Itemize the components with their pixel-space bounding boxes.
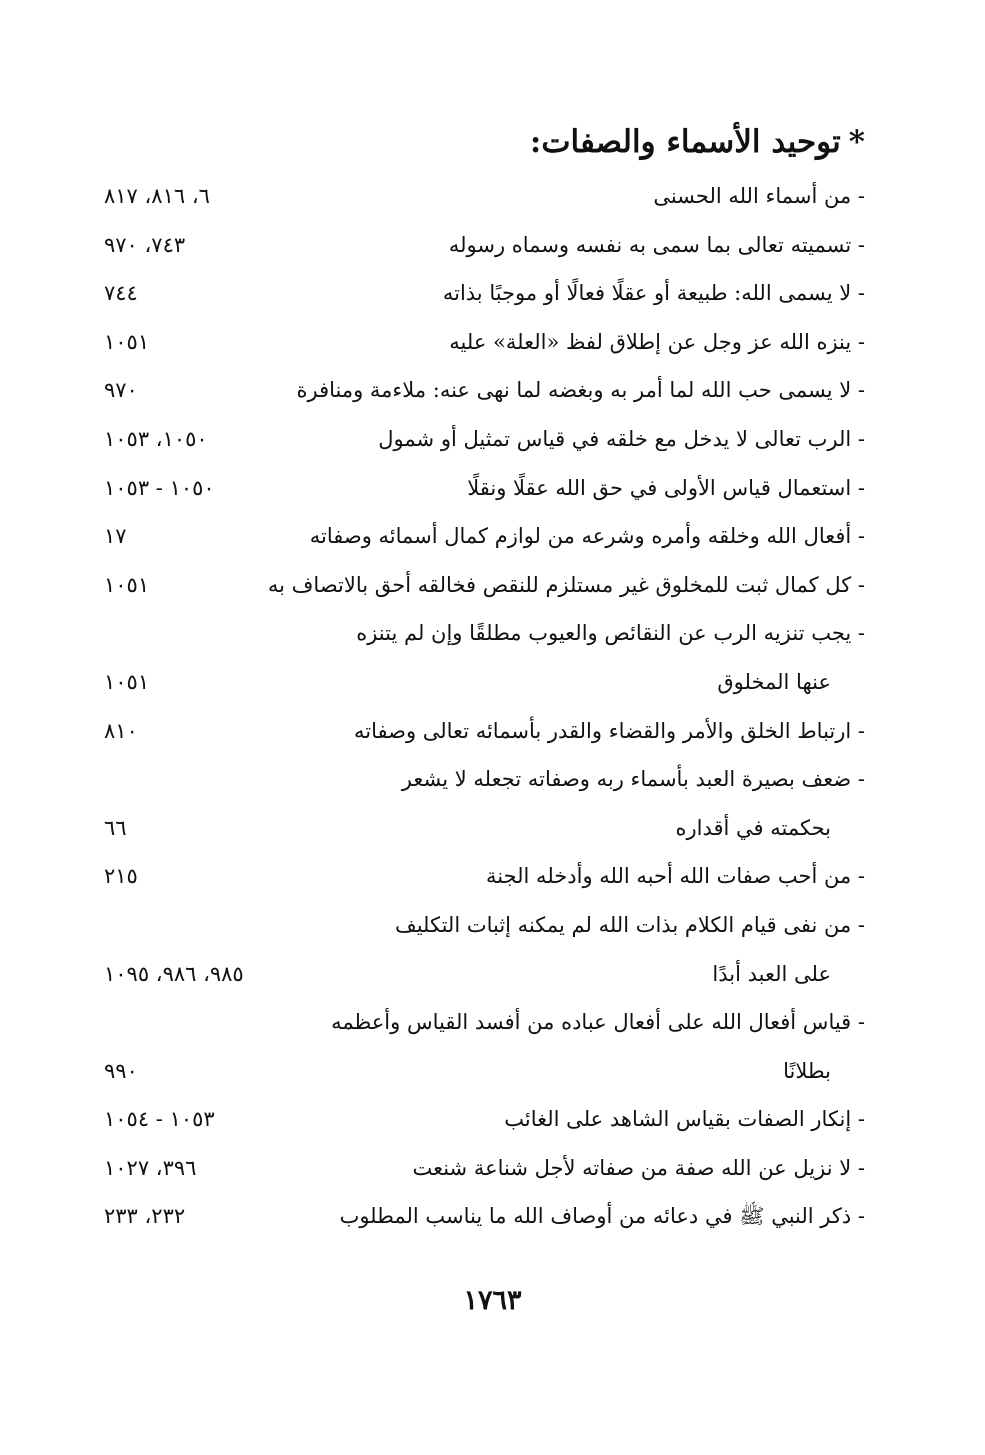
entry-text: - ارتباط الخلق والأمر والقضاء والقدر بأسمائه تعالى وصفاته	[353, 718, 865, 743]
index-entry	[100, 464, 865, 513]
index-entry	[100, 1144, 865, 1193]
index-entry	[100, 998, 865, 1047]
index-entry	[100, 172, 865, 221]
entry-text: - تسميته تعالى بما سمى به نفسه وسماه رسوله	[448, 232, 865, 257]
entry-text: - ذكر النبي ﷺ في دعائه من أوصاف الله ما يناسب المطلوب	[339, 1204, 865, 1229]
index-entry	[100, 221, 865, 270]
index-entry	[100, 269, 865, 318]
index-entry-continuation	[100, 804, 865, 853]
entry-page-refs: ٨١٠	[104, 718, 138, 743]
index-entries	[100, 172, 865, 1241]
index-entry	[100, 561, 865, 610]
entry-page-refs: ٦، ٨١٦، ٨١٧	[104, 184, 210, 208]
entry-text: - كل كمال ثبت للمخلوق غير مستلزم للنقص فخالقه أحق بالاتصاف به	[267, 572, 865, 597]
index-entry-continuation	[100, 658, 865, 707]
entry-text: - من نفى قيام الكلام بذات الله لم يمكنه إثبات التكليف	[394, 912, 865, 937]
index-entry	[100, 1095, 865, 1144]
entry-text: - قياس أفعال الله على أفعال عباده من أفسد القياس وأعظمه	[331, 1010, 865, 1035]
entry-text: - الرب تعالى لا يدخل مع خلقه في قياس تمثيل أو شمول	[378, 426, 865, 451]
entry-text: - يجب تنزيه الرب عن النقائص والعيوب مطلقًا وإن لم يتنزه	[356, 621, 865, 646]
entry-text: - لا نزيل عن الله صفة من صفاته لأجل شناعة شنعت	[412, 1155, 865, 1180]
entry-text: - لا يسمى الله: طبيعة أو عقلًا فعالًا أو موجبًا بذاته	[442, 281, 865, 306]
entry-text: - لا يسمى حب الله لما أمر به وبغضه لما نهى عنه: ملاءمة ومنافرة	[296, 378, 865, 403]
section-title: توحيد الأسماء والصفات:	[529, 124, 841, 160]
section-heading	[530, 118, 865, 166]
index-entry	[100, 512, 865, 561]
entry-page-refs: ٢١٥	[104, 864, 138, 889]
entry-page-refs: ١٠٥١	[104, 669, 150, 694]
entry-page-refs: ٩٩٠	[104, 1058, 138, 1083]
entry-page-refs: ٢٣٢، ٢٣٣	[104, 1204, 186, 1229]
entry-page-refs: ٦٦	[104, 815, 127, 840]
entry-text: على العبد أبدًا	[712, 961, 831, 986]
entry-page-refs: ٩٧٠	[104, 378, 138, 403]
entry-text: - من أسماء الله الحسنى	[653, 184, 865, 208]
star-marker: *	[848, 124, 865, 160]
entry-text: - أفعال الله وخلقه وأمره وشرعه من لوازم كمال أسمائه وصفاته	[309, 524, 865, 549]
entry-text: بحكمته في أقداره	[675, 815, 831, 840]
entry-page-refs: ١٧	[104, 524, 127, 549]
entry-text: - استعمال قياس الأولى في حق الله عقلًا ونقلًا	[467, 475, 865, 500]
entry-text: بطلانًا	[783, 1058, 831, 1083]
index-entry	[100, 707, 865, 756]
index-entry	[100, 366, 865, 415]
entry-text: - من أحب صفات الله أحبه الله وأدخله الجنة	[486, 864, 865, 889]
entry-text: - ينزه الله عز وجل عن إطلاق لفظ «العلة» عليه	[449, 329, 865, 354]
entry-page-refs: ٧٤٤	[104, 281, 138, 306]
index-entry	[100, 755, 865, 804]
index-entry-continuation	[100, 1047, 865, 1096]
page-number: ١٧٦٣	[463, 1285, 522, 1316]
entry-page-refs: ١٠٥٠، ١٠٥٣	[104, 426, 208, 451]
entry-text: - إنكار الصفات بقياس الشاهد على الغائب	[504, 1107, 865, 1132]
index-entry	[100, 1192, 865, 1241]
index-entry	[100, 318, 865, 367]
index-entry-continuation	[100, 950, 865, 999]
entry-page-refs: ١٠٥٠ - ١٠٥٣	[104, 475, 215, 500]
entry-page-refs: ١٠٥٣ - ١٠٥٤	[104, 1107, 215, 1132]
entry-page-refs: ١٠٥١	[104, 572, 150, 597]
index-entry	[100, 852, 865, 901]
entry-page-refs: ٣٩٦، ١٠٢٧	[104, 1155, 197, 1180]
index-entry	[100, 609, 865, 658]
entry-page-refs: ١٠٥١	[104, 329, 150, 354]
entry-text: عنها المخلوق	[717, 669, 831, 694]
entry-page-refs: ٧٤٣، ٩٧٠	[104, 232, 186, 257]
index-entry	[100, 415, 865, 464]
index-entry	[100, 901, 865, 950]
entry-text: - ضعف بصيرة العبد بأسماء ربه وصفاته تجعله لا يشعر	[401, 767, 865, 792]
entry-page-refs: ٩٨٥، ٩٨٦، ١٠٩٥	[104, 961, 244, 986]
